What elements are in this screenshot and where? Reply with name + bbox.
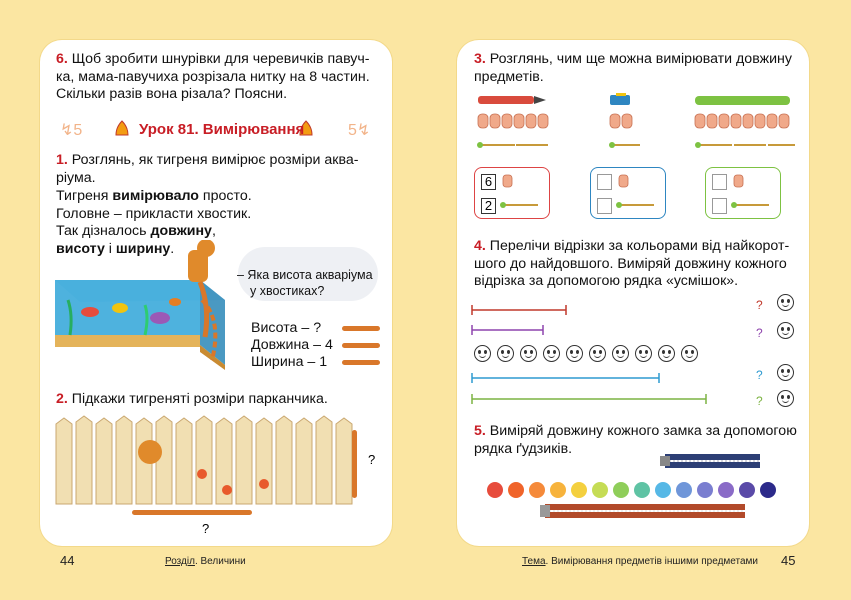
segment-question-purple: ? (756, 326, 763, 340)
bubble-line: – Яка висота акваріума (237, 268, 373, 282)
footer-section-text: . Величини (194, 556, 246, 567)
bubble-line: у хвостиках? (250, 284, 325, 298)
segment-question-blue: ? (756, 368, 763, 382)
task6-line: Скільки разів вона різала? Поясни. (56, 86, 288, 102)
task5-line: Виміряй довжину кожного замка за допомогою (489, 423, 797, 439)
task3-line: предметів. (474, 68, 544, 85)
segment-question-green: ? (756, 394, 763, 408)
story-text: і (104, 240, 116, 257)
smile-icon (612, 345, 629, 362)
zippers-and-buttons (480, 448, 790, 544)
smile-icon (589, 345, 606, 362)
task5-line: рядка ґудзиків. (474, 440, 573, 457)
task3-line: Розглянь, чим ще можна вимірювати довжину (489, 51, 792, 67)
smile-icon (681, 345, 698, 362)
measurements (251, 320, 333, 371)
footer-right (522, 556, 758, 567)
smile-icon (635, 345, 652, 362)
footer-topic-text: . Вимірювання предметів іншими предметами (545, 556, 759, 567)
task1 (56, 152, 358, 187)
story-text: просто. (198, 188, 252, 204)
smile-icon[interactable] (777, 294, 794, 311)
smile-icon[interactable] (777, 322, 794, 339)
story-text: Тигреня (56, 188, 113, 204)
task5-number: 5. (474, 423, 486, 439)
segment-question-red: ? (756, 298, 763, 312)
smile-icon (520, 345, 537, 362)
task6 (56, 51, 370, 104)
answer-cell-matches[interactable]: 2 (481, 198, 496, 214)
task2 (56, 391, 328, 409)
task4-line: шого до найдовшого. Виміряй довжину кожного (474, 255, 787, 272)
smile-icon[interactable] (777, 364, 794, 381)
task2-number: 2. (56, 391, 68, 407)
bubble-text (237, 267, 373, 299)
story-text: , (211, 223, 216, 239)
aquarium-illustration (50, 240, 230, 375)
task4-line: відрізка за допомогою рядка «усмішок». (474, 273, 739, 289)
task6-line: ка, мама-павучиха розрізала нитку на 8 частин. (56, 68, 370, 85)
fence-height-question: ? (368, 452, 376, 467)
fence-length-question: ? (202, 521, 210, 536)
story-text: Головне – прикласти хвостик. (56, 205, 252, 222)
answer-cell-nails[interactable]: 6 (481, 174, 496, 190)
task4-line: Перелічи відрізки за кольорами від найкорот- (489, 238, 790, 254)
story-bold: вимірювало (112, 188, 199, 204)
smile-icon (658, 345, 675, 362)
task6-number: 6. (56, 51, 68, 67)
svg-text:5↯: 5↯ (348, 122, 370, 139)
lesson-title: Урок 81. Вимірювання (139, 121, 305, 138)
smile-icon[interactable] (777, 390, 794, 407)
box-icons (474, 167, 784, 217)
task1-number: 1. (56, 152, 68, 168)
measure-height: Висота – ? (251, 320, 322, 336)
task3 (474, 51, 792, 86)
page-number-right: 45 (781, 553, 796, 568)
story-bold: висоту (56, 240, 105, 257)
smile-icon (543, 345, 560, 362)
footer-section-label: Розділ (165, 556, 195, 567)
task1-line: ріума. (56, 169, 96, 186)
svg-text:↯5: ↯5 (60, 122, 83, 139)
measuring-objects (470, 92, 800, 154)
task1-line: Розглянь, як тигреня вимірює розміри аква- (71, 152, 359, 168)
task6-line: Щоб зробити шнурівки для черевичків павуч- (71, 51, 370, 67)
smile-icon (566, 345, 583, 362)
footer-left (165, 556, 246, 567)
task3-number: 3. (474, 51, 486, 67)
smile-icon (474, 345, 491, 362)
task4 (474, 238, 789, 291)
task2-text: Підкажи тигреняті розміри парканчика. (71, 391, 328, 407)
story-text: Так дізналось (56, 223, 151, 239)
story-text: . (170, 240, 175, 257)
task4-number: 4. (474, 238, 486, 254)
footer-topic-label: Тема (522, 556, 546, 567)
measure-length: Довжина – 4 (251, 337, 333, 353)
tail-markers (340, 322, 382, 372)
fence-illustration (52, 412, 362, 520)
lesson-header (60, 117, 370, 143)
measure-width: Ширина – 1 (251, 354, 328, 370)
story-bold: довжину (150, 223, 212, 239)
smile-icon (497, 345, 514, 362)
page-number-left: 44 (60, 553, 75, 568)
story-bold: ширину (115, 240, 171, 257)
